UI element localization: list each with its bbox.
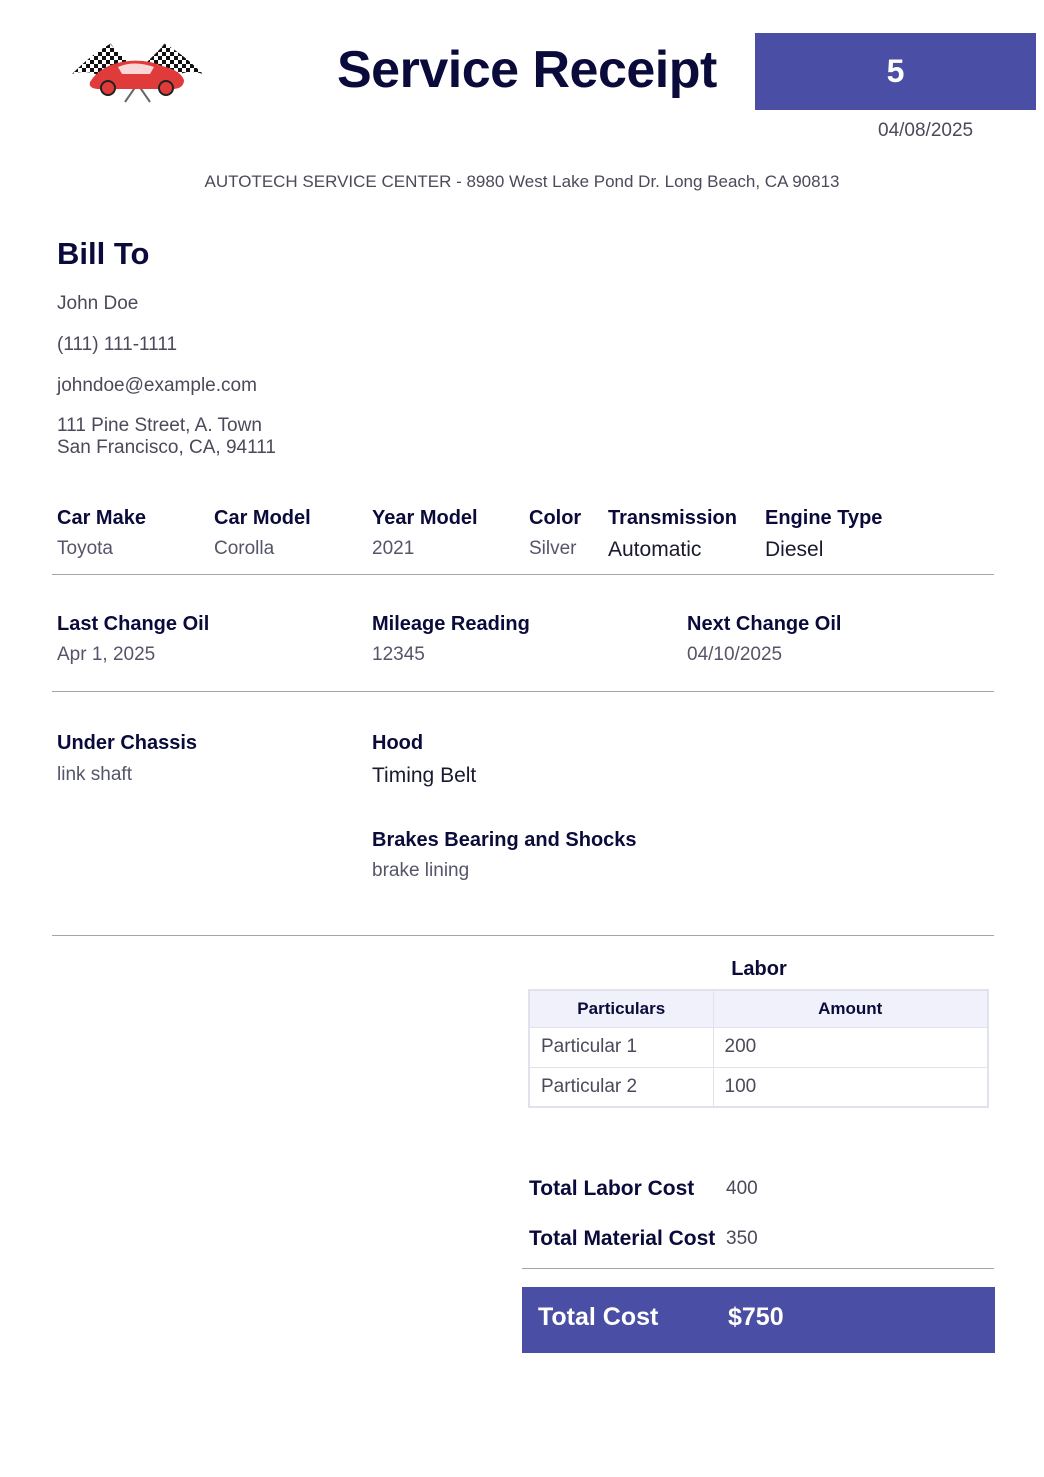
total-cost-bar — [522, 1287, 995, 1353]
under-chassis-value: link shaft — [57, 764, 132, 785]
brakes-label: Brakes Bearing and Shocks — [372, 829, 637, 851]
transmission-label: Transmission — [608, 507, 737, 529]
total-cost-value: $750 — [728, 1303, 784, 1331]
column-header-amount: Amount — [713, 990, 988, 1027]
engine-type-label: Engine Type — [765, 507, 883, 529]
car-make-label: Car Make — [57, 507, 146, 529]
racing-car-logo-icon — [70, 40, 205, 106]
next-change-oil-value: 04/10/2025 — [687, 644, 783, 665]
customer-address-line1: 111 Pine Street, A. Town — [57, 415, 262, 436]
table-header-row — [529, 990, 988, 1027]
amount-cell: 200 — [713, 1027, 988, 1067]
last-change-oil-label: Last Change Oil — [57, 613, 210, 635]
hood-value: Timing Belt — [372, 764, 477, 787]
total-cost-label: Total Cost — [538, 1303, 659, 1331]
total-labor-cost-value: 400 — [726, 1178, 758, 1199]
last-change-oil-value: Apr 1, 2025 — [57, 644, 156, 665]
receipt-date: 04/08/2025 — [878, 120, 974, 141]
amount-cell: 100 — [713, 1067, 988, 1107]
particular-cell: Particular 2 — [529, 1067, 713, 1107]
particular-cell: Particular 1 — [529, 1027, 713, 1067]
year-model-label: Year Model — [372, 507, 478, 529]
car-model-label: Car Model — [214, 507, 311, 529]
year-model-value: 2021 — [372, 538, 415, 559]
column-header-particulars: Particulars — [529, 990, 713, 1027]
divider — [52, 691, 994, 692]
car-model-value: Corolla — [214, 538, 275, 559]
divider — [522, 1268, 994, 1269]
customer-email: johndoe@example.com — [57, 375, 257, 396]
table-row — [529, 1027, 988, 1067]
mileage-reading-value: 12345 — [372, 644, 425, 665]
transmission-value: Automatic — [608, 538, 702, 561]
labor-table — [528, 989, 989, 1108]
bill-to-heading: Bill To — [57, 236, 150, 271]
mileage-reading-label: Mileage Reading — [372, 613, 530, 635]
receipt-number-badge: 5 — [755, 33, 1036, 110]
color-value: Silver — [529, 538, 577, 559]
brakes-value: brake lining — [372, 860, 470, 881]
company-address: AUTOTECH SERVICE CENTER - 8980 West Lake Pond Dr. Long Beach, CA 90813 — [204, 172, 840, 191]
customer-name: John Doe — [57, 293, 139, 314]
next-change-oil-label: Next Change Oil — [687, 613, 842, 635]
hood-label: Hood — [372, 732, 424, 754]
customer-phone: (111) 111-1111 — [57, 334, 178, 355]
table-row — [529, 1067, 988, 1107]
divider — [52, 574, 994, 575]
customer-address-line2: San Francisco, CA, 94111 — [57, 437, 276, 458]
total-material-cost-value: 350 — [726, 1228, 758, 1249]
total-material-cost-label: Total Material Cost — [529, 1227, 716, 1250]
car-make-value: Toyota — [57, 538, 113, 559]
total-labor-cost-label: Total Labor Cost — [529, 1177, 695, 1200]
engine-type-value: Diesel — [765, 538, 824, 561]
page-title: Service Receipt — [337, 41, 717, 99]
labor-title: Labor — [731, 958, 787, 980]
under-chassis-label: Under Chassis — [57, 732, 198, 754]
color-label: Color — [529, 507, 582, 529]
divider — [52, 935, 994, 936]
